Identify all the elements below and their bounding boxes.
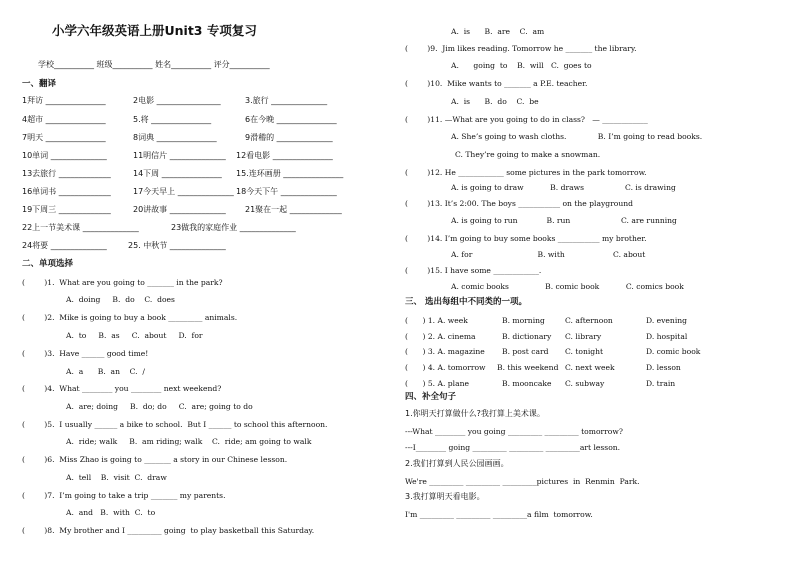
answer-options: A. is B. are C. am — [451, 27, 545, 36]
section-choice-heading: 二、单项选择 — [22, 259, 74, 269]
answer-options: C. They’re going to make a snowman. — [455, 150, 601, 159]
translation-item[interactable]: 17今天早上 ______________ — [133, 187, 234, 196]
odd-item-option: B. morning — [502, 316, 545, 325]
answer-options: A. tell B. visit C. draw — [66, 473, 167, 482]
odd-item-stem[interactable]: ( ) 2. A. cinema — [405, 332, 476, 341]
question-stem[interactable]: ( )6. Miss Zhao is going to _______ a story in our Chinese lesson. — [22, 455, 288, 464]
question-stem[interactable]: ( )12. He ____________ some pictures in the park tomorrow. — [405, 168, 647, 177]
translation-item[interactable]: 20讲故事 ______________ — [133, 205, 226, 214]
question-stem[interactable]: ( )8. My brother and I _________ going to play basketball this Saturday. — [22, 526, 315, 535]
translation-item[interactable]: 16单词书 _____________ — [22, 187, 111, 196]
odd-item-option: D. hospital — [646, 332, 688, 341]
odd-item-option: C. library — [565, 332, 602, 341]
sentence-blank[interactable]: ---What ________ you going _________ _________ tomorrow? — [405, 427, 623, 436]
translation-item[interactable]: 8词典 _______________ — [133, 133, 217, 142]
odd-item-option: C. tonight — [565, 347, 604, 356]
odd-item-option: D. train — [646, 379, 676, 388]
question-stem[interactable]: ( )7. I’m going to take a trip _______ my parents. — [22, 491, 226, 500]
translation-item[interactable]: 6在今晚 _______________ — [245, 115, 337, 124]
answer-options: A. doing B. do C. does — [66, 295, 175, 304]
answer-options: A. and B. with C. to — [66, 508, 156, 517]
question-stem[interactable]: ( )5. I usually ______ a bike to school. But I ______ to school this afternoon. — [22, 420, 328, 429]
sentence-blank[interactable]: We're _________ _________ _________pictures in Renmin Park. — [405, 477, 640, 486]
odd-item-option: B. post card — [502, 347, 549, 356]
section-complete-heading: 四、补全句子 — [405, 392, 457, 402]
question-stem[interactable]: ( )11. —What are you going to do in class? — ____________ — [405, 115, 648, 124]
section-odd-one-out-heading: 三、 选出每组中不同类的一项。 — [405, 297, 527, 307]
sentence-prompt: 3.我打算明天看电影。 — [405, 492, 485, 501]
translation-item[interactable]: 13去旅行 _____________ — [22, 169, 111, 178]
translation-item[interactable]: 7明天 _______________ — [22, 133, 106, 142]
translation-item[interactable]: 24将要 ______________ — [22, 241, 107, 250]
answer-options: A. a B. an C. / — [66, 367, 145, 376]
question-stem[interactable]: ( )3. Have ______ good time! — [22, 349, 149, 358]
translation-item[interactable]: 22上一节美术课 ______________ — [22, 223, 139, 232]
student-info-line[interactable]: 学校__________ 班级__________ 姓名__________ 评分__________ — [38, 60, 270, 69]
translation-item[interactable]: 21聚在一起 _____________ — [245, 205, 342, 214]
answer-options: A. is going to run B. run C. are running — [451, 216, 677, 225]
translation-item[interactable]: 4超市 _______________ — [22, 115, 106, 124]
answer-options: A. are; doing B. do; do C. are; going to do — [66, 402, 253, 411]
odd-item-stem[interactable]: ( ) 5. A. plane — [405, 379, 469, 388]
question-stem[interactable]: ( )2. Mike is going to buy a book _________ animals. — [22, 313, 238, 322]
question-stem[interactable]: ( )4. What ________ you ________ next weekend? — [22, 384, 222, 393]
translation-item[interactable]: 5.将 _______________ — [133, 115, 212, 124]
answer-options: A. is going to draw B. draws C. is drawing — [451, 183, 676, 192]
translation-item[interactable]: 3.旅行 ______________ — [245, 96, 328, 105]
answer-options: A. going to B. will C. goes to — [451, 61, 592, 70]
translation-item[interactable]: 10单词 ______________ — [22, 151, 107, 160]
sentence-prompt: 2.我们打算到人民公园画画。 — [405, 459, 509, 468]
sentence-blank[interactable]: ---I________ going _________ _________ _________art lesson. — [405, 443, 621, 452]
odd-item-option: C. afternoon — [565, 316, 613, 325]
answer-options: A. She’s going to wash cloths. B. I’m going to read books. — [451, 132, 703, 141]
translation-item[interactable]: 9滑稽的 ______________ — [245, 133, 333, 142]
translation-item[interactable]: 14下周 _______________ — [133, 169, 222, 178]
answer-options: A. ride; walk B. am riding; walk C. ride; am going to walk — [66, 437, 312, 446]
translation-item[interactable]: 23做我的家庭作业 ______________ — [171, 223, 296, 232]
worksheet-title: 小学六年级英语上册Unit3 专项复习 — [52, 23, 257, 38]
translation-item[interactable]: 2电影 ________________ — [133, 96, 221, 105]
question-stem[interactable]: ( )10. Mike wants to _______ a P.E. teacher. — [405, 79, 588, 88]
translation-item[interactable]: 11明信片 ______________ — [133, 151, 226, 160]
odd-item-stem[interactable]: ( ) 1. A. week — [405, 316, 468, 325]
odd-item-option: B. dictionary — [502, 332, 552, 341]
answer-options: A. is B. do C. be — [451, 97, 539, 106]
section-translation-heading: 一、翻译 — [22, 79, 57, 89]
odd-item-option: D. evening — [646, 316, 687, 325]
odd-item-stem[interactable]: ( ) 4. A. tomorrow — [405, 363, 486, 372]
question-stem[interactable]: ( )13. It’s 2:00. The boys ___________ on the playground — [405, 199, 633, 208]
odd-item-option: C. next week — [565, 363, 615, 372]
answer-options: A. comic books B. comic book C. comics book — [451, 282, 684, 291]
odd-item-stem[interactable]: ( ) 3. A. magazine — [405, 347, 485, 356]
translation-item[interactable]: 25. 中秋节 ______________ — [128, 241, 226, 250]
translation-item[interactable]: 19下周三 _____________ — [22, 205, 111, 214]
odd-item-option: B. this weekend — [497, 363, 559, 372]
odd-item-option: B. mooncake — [502, 379, 552, 388]
answer-options: A. for B. with C. about — [451, 250, 646, 259]
translation-item[interactable]: 12看电影 _______________ — [236, 151, 333, 160]
translation-item[interactable]: 18今天下午 ______________ — [236, 187, 337, 196]
odd-item-option: C. subway — [565, 379, 605, 388]
question-stem[interactable]: ( )1. What are you going to _______ in the park? — [22, 278, 223, 287]
sentence-blank[interactable]: I'm _________ _________ _________a film tomorrow. — [405, 510, 593, 519]
translation-item[interactable]: 15.连环画册 _______________ — [236, 169, 344, 178]
odd-item-option: D. lesson — [646, 363, 681, 372]
question-stem[interactable]: ( )9. Jim likes reading. Tomorrow he _______ the library. — [405, 44, 637, 53]
odd-item-option: D. comic book — [646, 347, 701, 356]
question-stem[interactable]: ( )15. I have some ____________. — [405, 266, 542, 275]
translation-item[interactable]: 1拜访 _______________ — [22, 96, 106, 105]
answer-options: A. to B. as C. about D. for — [66, 331, 203, 340]
question-stem[interactable]: ( )14. I’m going to buy some books ___________ my brother. — [405, 234, 647, 243]
sentence-prompt: 1.你明天打算做什么?我打算上美术课。 — [405, 409, 545, 418]
